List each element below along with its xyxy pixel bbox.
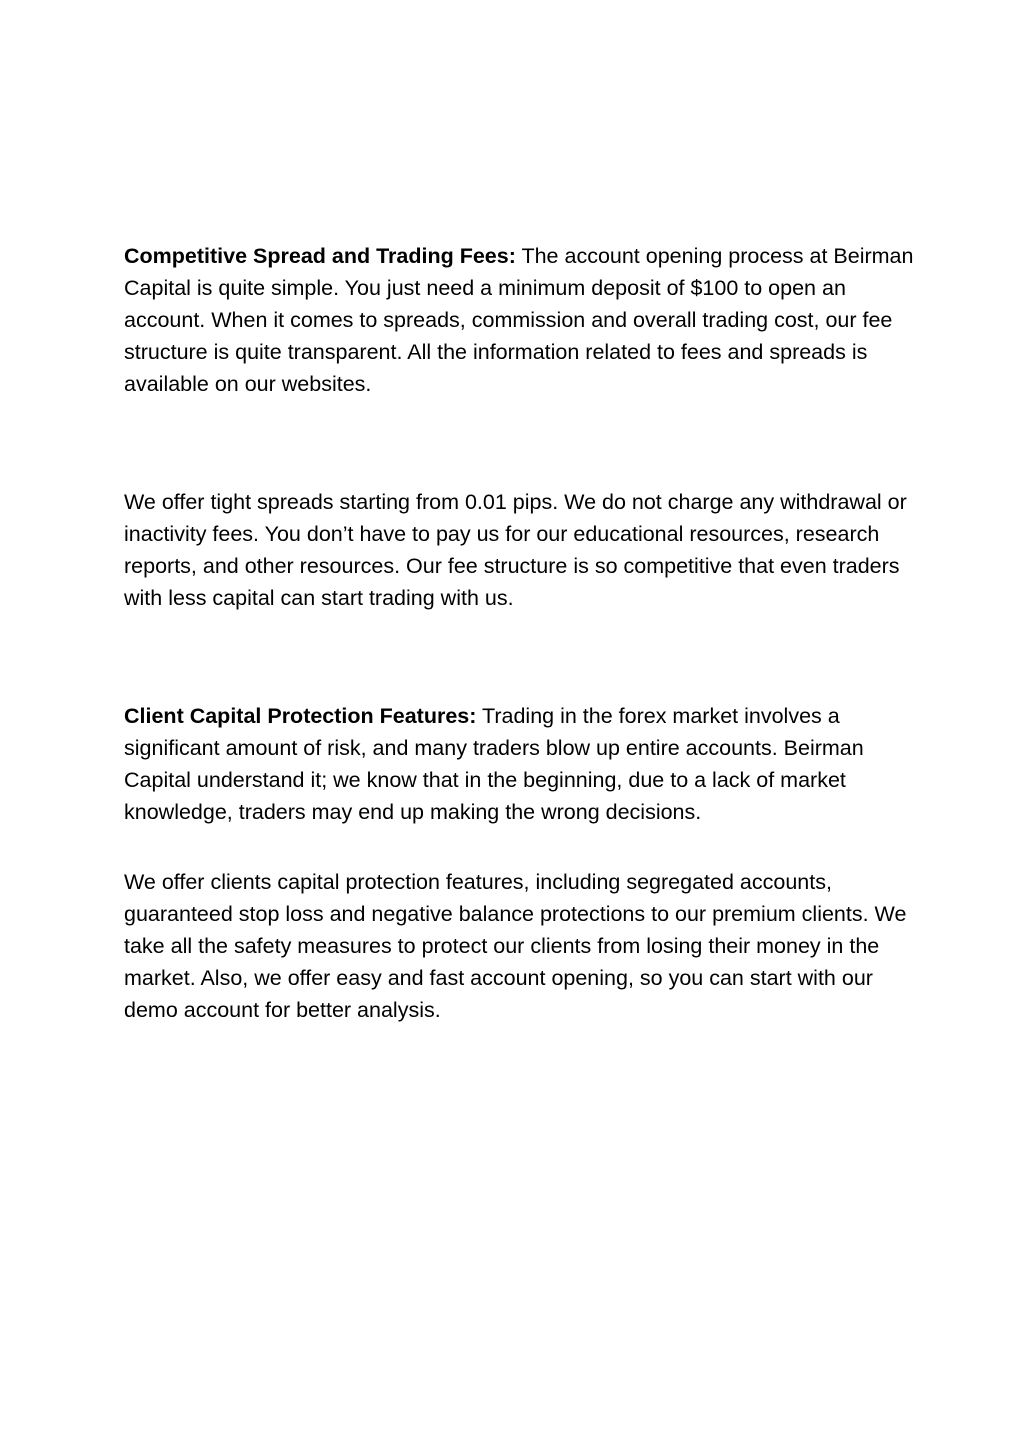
paragraph-text: Trading in the forex market involves a significant amount of risk, and many traders blow up entire accounts. Beirman Capital understand it; we know that in the beginning, due to a lack of market knowledge, traders may end up making the wrong decisions. bbox=[124, 704, 864, 824]
paragraph-tight-spreads bbox=[124, 486, 914, 614]
document-body bbox=[124, 240, 914, 1026]
paragraph-text: The account opening process at Beirman Capital is quite simple. You just need a minimum deposit of $100 to open an account. When it comes to spreads, commission and overall trading cost, our fee structure is quite transparent. All the information related to fees and spreads is available on our websites. bbox=[124, 244, 914, 396]
paragraph-protection-features bbox=[124, 866, 914, 1026]
paragraph-heading: Competitive Spread and Trading Fees: bbox=[124, 244, 516, 268]
paragraph-competitive-spread bbox=[124, 240, 914, 400]
paragraph-text: We offer tight spreads starting from 0.01 pips. We do not charge any withdrawal or inactivity fees. You don’t have to pay us for our educational resources, research reports, and other resources. Our fee structure is so competitive that even traders with less capital can start trading with us. bbox=[124, 490, 907, 610]
paragraph-text: We offer clients capital protection features, including segregated accounts, guaranteed stop loss and negative balance protections to our premium clients. We take all the safety measures to protect our clients from losing their money in the market. Also, we offer easy and fast account opening, so you can start with our demo account for better analysis. bbox=[124, 870, 907, 1022]
paragraph-heading: Client Capital Protection Features: bbox=[124, 704, 477, 728]
paragraph-capital-protection bbox=[124, 700, 914, 828]
